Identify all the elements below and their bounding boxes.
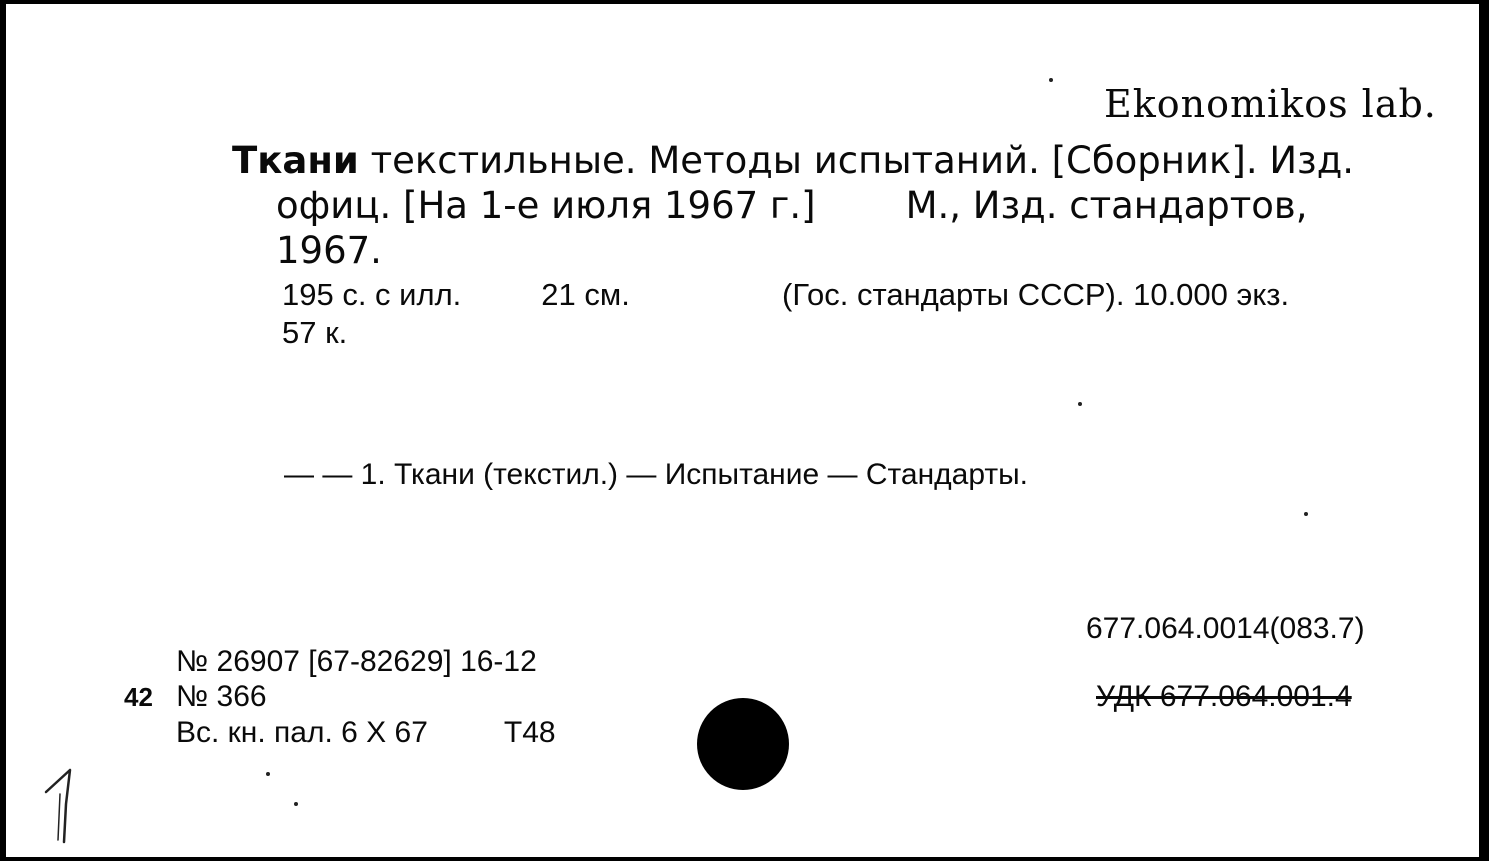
speck [266,772,270,776]
speck [1078,402,1082,406]
size: 21 см. [541,277,630,312]
registry-block [124,644,556,750]
subject-headings: — — 1. Ткани (текстил.) — Испытание — Стандарты. [284,458,1029,491]
title-line-1 [232,138,1412,183]
speck [294,802,298,806]
registry-line-1: № 26907 [67-82629] 16-12 [176,645,537,678]
registry-line-3: Вс. кн. пал. 6 X 67 [176,716,428,749]
registry-prefix: 42 [124,682,153,712]
udk-number: УДК 677.064.001.4 [1096,680,1352,713]
price: 57 к. [282,315,348,350]
title-rest: текстильные. Методы испытаний. [Сборник]. Изд. [358,139,1355,182]
edition-note: офиц. [На 1-е июля 1967 г.] [276,184,816,227]
title-main-word: Ткани [232,139,359,182]
handwritten-1-icon [36,764,86,844]
publication-year: 1967. [276,229,382,272]
title-line-2 [232,183,1412,228]
physical-description [282,276,1290,352]
catalog-card [6,4,1479,857]
speck [1304,512,1308,516]
title-block [232,138,1412,273]
registry-line-2: № 366 [176,680,267,713]
pages: 195 с. с илл. [282,277,462,312]
library-stamp: Ekonomikos lab. [1104,82,1437,126]
speck [1049,78,1053,82]
classification-number: 677.064.0014(083.7) [1086,612,1365,645]
punch-hole [697,698,789,790]
series-and-print-run: (Гос. стандарты СССР). 10.000 экз. [782,277,1290,312]
registry-code: T48 [503,716,556,749]
publisher: М., Изд. стандартов, [905,184,1308,227]
